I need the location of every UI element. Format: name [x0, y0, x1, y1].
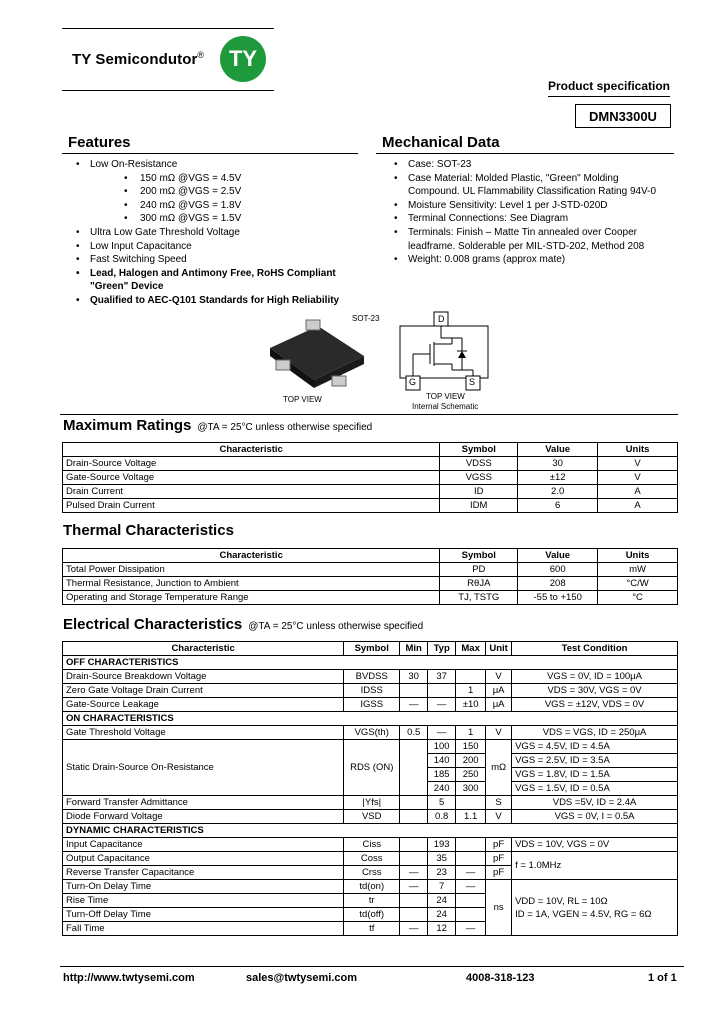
feature-item: • Lead, Halogen and Antimony Free, RoHS Compliant "Green" Device [74, 267, 360, 294]
table-cell: 7 [428, 880, 456, 894]
feature-item: • Qualified to AEC-Q101 Standards for High Reliability [74, 294, 360, 308]
table-cell: 150 [456, 740, 486, 754]
table-cell: Operating and Storage Temperature Range [63, 591, 440, 605]
table-cell: VDS = VGS, ID = 250μA [512, 726, 678, 740]
footer-phone: 4008-318-123 [466, 972, 535, 984]
column-header: Unit [486, 642, 512, 656]
table-cell: Drain Current [63, 485, 440, 499]
table-cell: pF [486, 852, 512, 866]
header-top-rule [62, 28, 274, 29]
table-cell: Gate Threshold Voltage [63, 726, 344, 740]
mechanical-list [392, 158, 664, 267]
table-cell: μA [486, 684, 512, 698]
table-cell: RDS (ON) [344, 740, 400, 796]
header-bottom-rule [62, 90, 274, 91]
table-cell [400, 852, 428, 866]
table-cell: 100 [428, 740, 456, 754]
table-cell: Rise Time [63, 894, 344, 908]
features-rule [62, 153, 358, 154]
table-cell: tr [344, 894, 400, 908]
table-cell: 200 [456, 754, 486, 768]
table-cell: VGS = 2.5V, ID = 3.5A [512, 754, 678, 768]
sot23-label: SOT-23 [352, 314, 380, 323]
table-cell: 24 [428, 908, 456, 922]
max-ratings-table [62, 442, 678, 513]
table-cell [456, 838, 486, 852]
table-cell [400, 740, 428, 796]
max-top-rule [60, 414, 678, 415]
table-cell [456, 894, 486, 908]
table-row [63, 670, 678, 684]
pin-s: S [469, 377, 476, 387]
mechanical-rule [376, 153, 674, 154]
column-header: Test Condition [512, 642, 678, 656]
table-row [63, 852, 678, 866]
column-header: Units [598, 443, 678, 457]
table-cell: °C [598, 591, 678, 605]
mechanical-item: • Case Material: Molded Plastic, "Green" Molding Compound. UL Flammability Classification Rating 94V-0 [392, 172, 664, 199]
table-cell: Drain-Source Breakdown Voltage [63, 670, 344, 684]
table-cell: 37 [428, 670, 456, 684]
table-cell: V [486, 670, 512, 684]
table-cell: -55 to +150 [518, 591, 598, 605]
switching-condition-line: ID = 1A, VGEN = 4.5V, RG = 6Ω [515, 908, 652, 920]
table-cell: RθJA [440, 577, 518, 591]
switching-condition-line: VDD = 10V, RL = 10Ω [515, 895, 608, 907]
table-cell: 1 [456, 684, 486, 698]
table-cell: 30 [518, 457, 598, 471]
table-cell: 250 [456, 768, 486, 782]
table-cell: 6 [518, 499, 598, 513]
table-cell: 1 [456, 726, 486, 740]
table-cell: — [400, 880, 428, 894]
table-cell: IDSS [344, 684, 400, 698]
table-cell: |Yfs| [344, 796, 400, 810]
table-row [63, 563, 678, 577]
mechanical-item: • Terminals: Finish – Matte Tin annealed over Cooper leadframe. Solderable per MIL-STD-202, Method 208 [392, 226, 664, 253]
table-cell: VSD [344, 810, 400, 824]
table-row [63, 838, 678, 852]
table-cell [400, 894, 428, 908]
mechanical-title: Mechanical Data [382, 134, 500, 151]
off-characteristics-row [63, 656, 678, 670]
table-cell: 140 [428, 754, 456, 768]
column-header: Characteristic [63, 642, 344, 656]
features-title: Features [68, 134, 131, 151]
column-header: Symbol [440, 443, 518, 457]
thermal-title: Thermal Characteristics [63, 522, 234, 539]
table-cell: f = 1.0MHz [512, 852, 678, 880]
table-cell: 208 [518, 577, 598, 591]
product-spec: Product specification [547, 79, 670, 93]
top-view-label: TOP VIEW [283, 395, 322, 404]
feature-item: • 240 mΩ @VGS = 1.8V [74, 199, 360, 213]
table-cell: ID [440, 485, 518, 499]
table-row [63, 591, 678, 605]
table-cell: Forward Transfer Admittance [63, 796, 344, 810]
table-row [63, 684, 678, 698]
table-cell: VDS =5V, ID = 2.4A [512, 796, 678, 810]
pin-g: G [409, 377, 417, 387]
internal-schematic-label: Internal Schematic [412, 402, 479, 411]
table-cell: 300 [456, 782, 486, 796]
footer-url[interactable]: http://www.twtysemi.com [63, 972, 195, 984]
table-cell: VDS = 30V, VGS = 0V [512, 684, 678, 698]
table-cell [456, 670, 486, 684]
table-cell: ns [486, 880, 512, 936]
table-cell: PD [440, 563, 518, 577]
table-cell: 23 [428, 866, 456, 880]
column-header: Typ [428, 642, 456, 656]
table-cell: 30 [400, 670, 428, 684]
table-cell: μA [486, 698, 512, 712]
table-cell: Reverse Transfer Capacitance [63, 866, 344, 880]
features-list [74, 158, 360, 308]
spec-rule [548, 96, 670, 97]
table-cell: V [486, 810, 512, 824]
table-cell: Static Drain-Source On-Resistance [63, 740, 344, 796]
top-view-label-2: TOP VIEW [426, 392, 465, 401]
table-row [63, 740, 678, 754]
table-cell: mW [598, 563, 678, 577]
table-cell: Turn-Off Delay Time [63, 908, 344, 922]
table-header-row [63, 642, 678, 656]
table-cell: 600 [518, 563, 598, 577]
table-row [63, 698, 678, 712]
table-cell: 240 [428, 782, 456, 796]
table-cell [456, 908, 486, 922]
column-header: Characteristic [63, 443, 440, 457]
table-cell: 0.5 [400, 726, 428, 740]
table-row [63, 471, 678, 485]
part-number: DMN3300U [575, 104, 671, 128]
feature-item: • Fast Switching Speed [74, 253, 360, 267]
table-cell: S [486, 796, 512, 810]
table-cell: IGSS [344, 698, 400, 712]
table-cell: VDS = 10V, VGS = 0V [512, 838, 678, 852]
feature-item: • Low On-Resistance [74, 158, 360, 172]
table-cell: Gate-Source Voltage [63, 471, 440, 485]
on-characteristics-row [63, 712, 678, 726]
table-cell: td(on) [344, 880, 400, 894]
mechanical-item: • Terminal Connections: See Diagram [392, 212, 664, 226]
table-header-row [63, 549, 678, 563]
column-header: Value [518, 443, 598, 457]
table-cell [400, 684, 428, 698]
table-cell: 185 [428, 768, 456, 782]
column-header: Value [518, 549, 598, 563]
table-cell: V [486, 726, 512, 740]
table-cell [400, 810, 428, 824]
table-cell: 2.0 [518, 485, 598, 499]
table-cell [428, 684, 456, 698]
table-cell: VDSS [440, 457, 518, 471]
table-cell: V [598, 471, 678, 485]
table-cell: VGS = 4.5V, ID = 4.5A [512, 740, 678, 754]
table-row [63, 457, 678, 471]
footer-page: 1 of 1 [648, 972, 677, 984]
feature-item: • 200 mΩ @VGS = 2.5V [74, 185, 360, 199]
table-cell: tf [344, 922, 400, 936]
group-header: ON CHARACTERISTICS [63, 712, 678, 726]
table-cell: Output Capacitance [63, 852, 344, 866]
table-row [63, 499, 678, 513]
table-header-row [63, 443, 678, 457]
table-cell: Turn-On Delay Time [63, 880, 344, 894]
table-cell: — [400, 698, 428, 712]
table-row [63, 880, 678, 894]
group-header: OFF CHARACTERISTICS [63, 656, 678, 670]
column-header: Symbol [440, 549, 518, 563]
table-cell: 35 [428, 852, 456, 866]
mechanical-item: • Moisture Sensitivity: Level 1 per J-STD-020D [392, 199, 664, 213]
table-cell [456, 852, 486, 866]
table-cell: Thermal Resistance, Junction to Ambient [63, 577, 440, 591]
max-ratings-title: Maximum Ratings @TA = 25°C unless otherwise specified [63, 417, 373, 434]
table-cell: VGSS [440, 471, 518, 485]
feature-item: • Low Input Capacitance [74, 240, 360, 254]
table-cell: VGS(th) [344, 726, 400, 740]
table-cell: Fall Time [63, 922, 344, 936]
table-cell [400, 796, 428, 810]
ty-logo: TY [220, 36, 266, 82]
table-cell: td(off) [344, 908, 400, 922]
table-cell: Pulsed Drain Current [63, 499, 440, 513]
mechanical-item: • Case: SOT-23 [392, 158, 664, 172]
thermal-table [62, 548, 678, 605]
table-cell: Diode Forward Voltage [63, 810, 344, 824]
table-cell: — [428, 726, 456, 740]
table-cell: V [598, 457, 678, 471]
table-cell: 12 [428, 922, 456, 936]
electrical-table [62, 641, 678, 936]
table-cell: Zero Gate Voltage Drain Current [63, 684, 344, 698]
column-header: Symbol [344, 642, 400, 656]
column-header: Characteristic [63, 549, 440, 563]
table-row [63, 796, 678, 810]
switching-condition [512, 880, 678, 936]
table-cell: — [456, 922, 486, 936]
table-cell: VGS = ±12V, VDS = 0V [512, 698, 678, 712]
electrical-title: Electrical Characteristics @TA = 25°C unless otherwise specified [63, 616, 424, 633]
table-cell: — [456, 880, 486, 894]
table-cell: A [598, 499, 678, 513]
column-header: Units [598, 549, 678, 563]
table-cell: — [400, 866, 428, 880]
table-cell: mΩ [486, 740, 512, 796]
column-header: Max [456, 642, 486, 656]
table-row [63, 485, 678, 499]
table-cell: 5 [428, 796, 456, 810]
table-cell: 0.8 [428, 810, 456, 824]
table-cell: Drain-Source Voltage [63, 457, 440, 471]
feature-item: • Ultra Low Gate Threshold Voltage [74, 226, 360, 240]
table-cell: TJ, TSTG [440, 591, 518, 605]
mechanical-item: • Weight: 0.008 grams (approx mate) [392, 253, 664, 267]
table-row [63, 577, 678, 591]
table-cell: Crss [344, 866, 400, 880]
pin-d: D [438, 314, 445, 324]
table-cell: pF [486, 866, 512, 880]
table-cell: VGS = 1.8V, ID = 1.5A [512, 768, 678, 782]
table-cell: VGS = 1.5V, ID = 0.5A [512, 782, 678, 796]
table-cell: 24 [428, 894, 456, 908]
feature-item: • 300 mΩ @VGS = 1.5V [74, 212, 360, 226]
group-header: DYNAMIC CHARACTERISTICS [63, 824, 678, 838]
table-cell: Ciss [344, 838, 400, 852]
table-cell: Total Power Dissipation [63, 563, 440, 577]
brand-name: TY Semicondutor® [72, 50, 205, 68]
table-row [63, 726, 678, 740]
table-cell: 1.1 [456, 810, 486, 824]
dynamic-characteristics-row [63, 824, 678, 838]
table-cell: — [456, 866, 486, 880]
table-cell: ±10 [456, 698, 486, 712]
footer-email[interactable]: sales@twtysemi.com [246, 972, 357, 984]
table-cell: VGS = 0V, I = 0.5A [512, 810, 678, 824]
table-cell: pF [486, 838, 512, 852]
table-cell: IDM [440, 499, 518, 513]
feature-item: • 150 mΩ @VGS = 4.5V [74, 172, 360, 186]
table-row [63, 810, 678, 824]
table-cell [456, 796, 486, 810]
table-cell: °C/W [598, 577, 678, 591]
table-cell: — [400, 922, 428, 936]
column-header: Min [400, 642, 428, 656]
table-cell: Gate-Source Leakage [63, 698, 344, 712]
table-cell: Coss [344, 852, 400, 866]
table-cell [400, 908, 428, 922]
table-cell: ±12 [518, 471, 598, 485]
table-cell: A [598, 485, 678, 499]
table-cell: Input Capacitance [63, 838, 344, 852]
footer-rule [60, 966, 684, 967]
table-cell: BVDSS [344, 670, 400, 684]
table-cell [400, 838, 428, 852]
table-cell: VGS = 0V, ID = 100μA [512, 670, 678, 684]
table-cell: — [428, 698, 456, 712]
table-cell: 193 [428, 838, 456, 852]
